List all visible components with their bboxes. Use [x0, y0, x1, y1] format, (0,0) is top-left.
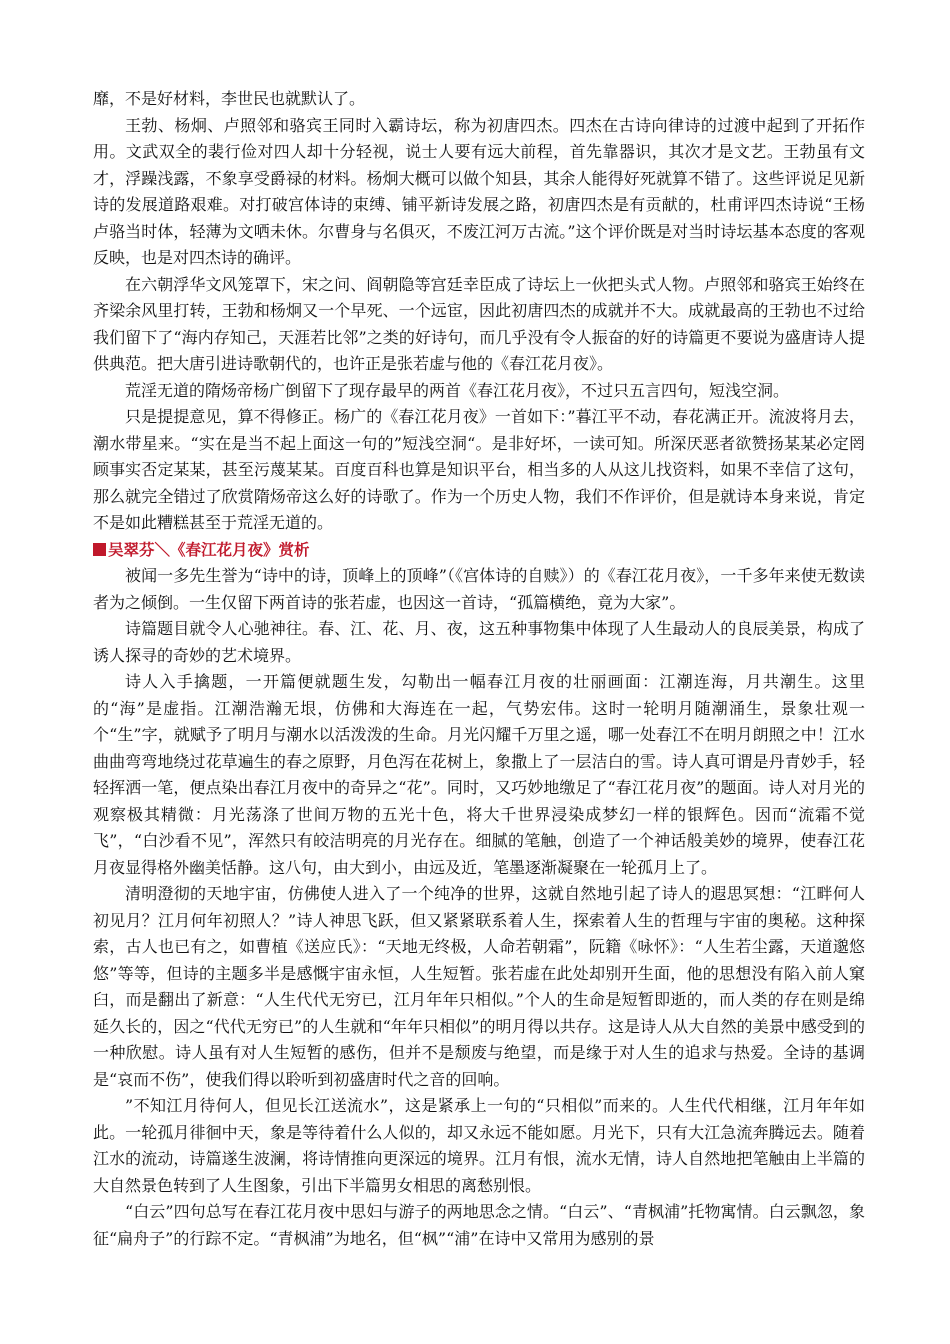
paragraph: 王勃、杨炯、卢照邻和骆宾王同时入霸诗坛，称为初唐四杰。四杰在古诗向律诗的过渡中起到了开拓作用。文武双全的裴行俭对四人却十分轻视，说士人要有远大前程，首先靠器识，其次才是文艺。王勃虽有文才，浮躁浅露，不象享受爵禄的材料。杨炯大概可以做个知县，其余人能得好死就算不错了。这些评说足见新诗的发展道路艰难。对打破宫体诗的束缚、铺平新诗发展之路，初唐四杰是有贡献的，杜甫评四杰诗说“王杨卢骆当时体，轻薄为文哂未休。尔曹身与名俱灭，不废江河万古流。”这个评价既是对当时诗坛基本态度的客观反映，也是对四杰诗的确评。: [93, 115, 865, 267]
paragraph: 在六朝浮华文风笼罩下，宋之问、阎朝隐等宫廷幸臣成了诗坛上一伙把头式人物。卢照邻和骆宾王始终在齐梁余风里打转，王勃和杨炯又一个早死、一个远宦，因此初唐四杰的成就并不大。成就最高的王勃也不过给我们留下了“海内存知己，天涯若比邻”之类的好诗句，而几乎没有令人振奋的好的诗篇更不要说为盛唐诗人提供典范。把大唐引进诗歌朝代的，也许正是张若虚与他的《春江花月夜》。: [93, 274, 865, 373]
paragraph: 荒淫无道的隋炀帝杨广倒留下了现存最早的两首《春江花月夜》，不过只五言四句，短浅空洞。: [125, 380, 790, 400]
paragraph: 被闻一多先生誉为“诗中的诗，顶峰上的顶峰”（《宫体诗的自赎》）的《春江花月夜》，一千多年来使无数读者为之倾倒。一生仅留下两首诗的张若虚，也因这一首诗，“孤篇横绝，竟为大家”。: [93, 566, 865, 612]
article-body: [93, 86, 865, 1252]
paragraph: 只是提提意见，算不得修正。杨广的《春江花月夜》一首如下：”暮江平不动，春花满正开。流波将月去，潮水带星来。“实在是当不起上面这一句的”短浅空洞“。是非好坏，一读可知。所深厌恶者欲赞扬某某必定罔顾事实否定某某，甚至污蔑某某。百度百科也算是知识平台，相当多的人从这儿找资料，如果不幸信了这句，那么就完全错过了欣赏隋炀帝这么好的诗歌了。作为一个历史人物，我们不作评价，但是就诗本身来说，肯定不是如此糟糕甚至于荒淫无道的。: [93, 407, 865, 532]
paragraph: 诗人入手擒题，一开篇便就题生发，勾勒出一幅春江月夜的壮丽画面：江潮连海，月共潮生。这里的“海”是虚指。江潮浩瀚无垠，仿佛和大海连在一起，气势宏伟。这时一轮明月随潮涌生，景象壮观一个“生”字，就赋予了明月与潮水以活泼泼的生命。月光闪耀千万里之遥，哪一处春江不在明月朗照之中！江水曲曲弯弯地绕过花草遍生的春之原野，月色泻在花树上，象撒上了一层洁白的雪。诗人真可谓是丹青妙手，轻轻挥洒一笔，便点染出春江月夜中的奇异之“花”。同时，又巧妙地缴足了“春江花月夜”的题面。诗人对月光的观察极其精微：月光荡涤了世间万物的五光十色，将大千世界浸染成梦幻一样的银辉色。因而“流霜不觉飞”，“白沙看不见”，浑然只有皎洁明亮的月光存在。细腻的笔触，创造了一个神话般美妙的境界，使春江花月夜显得格外幽美恬静。这八句，由大到小，由远及近，笔墨逐渐凝聚在一轮孤月上了。: [93, 672, 865, 877]
section-heading-text: 吴翠芬＼《春江花月夜》赏析: [108, 540, 310, 559]
section-heading: [93, 537, 865, 564]
paragraph: 清明澄彻的天地宇宙，仿佛使人进入了一个纯净的世界，这就自然地引起了诗人的遐思冥想：“江畔何人初见月？江月何年初照人？”诗人神思飞跃，但又紧紧联系着人生，探索着人生的哲理与宇宙的奥秘。这种探索，古人也已有之，如曹植《送应氏》：“天地无终极，人命若朝霜”，阮籍《咏怀》：“人生若尘露，天道邈悠悠”等等，但诗的主题多半是感慨宇宙永恒，人生短暂。张若虚在此处却别开生面，他的思想没有陷入前人窠臼，而是翻出了新意：“人生代代无穷已，江月年年只相似。”个人的生命是短暂即逝的，而人类的存在则是绵延久长的，因之“代代无穷已”的人生就和“年年只相似”的明月得以共存。这是诗人从大自然的美景中感受到的一种欣慰。诗人虽有对人生短暂的感伤，但并不是颓废与绝望，而是缘于对人生的追求与热爱。全诗的基调是“哀而不伤”，使我们得以聆听到初盛唐时代之音的回响。: [93, 884, 865, 1089]
square-bullet-icon: [93, 543, 106, 556]
paragraph: ”不知江月待何人，但见长江送流水”，这是紧承上一句的“只相似”而来的。人生代代相继，江月年年如此。一轮孤月徘徊中天，象是等待着什么人似的，却又永远不能如愿。月光下，只有大江急流奔腾远去。随着江水的流动，诗篇遂生波澜，将诗情推向更深远的境界。江月有恨，流水无情，诗人自然地把笔触由上半篇的大自然景色转到了人生图象，引出下半篇男女相思的离愁别恨。: [93, 1096, 865, 1195]
paragraph: 靡，不是好材料，李世民也就默认了。: [93, 89, 366, 108]
paragraph: “白云”四句总写在春江花月夜中思妇与游子的两地思念之情。“白云”、“青枫浦”托物寓情。白云飘忽，象征“扁舟子”的行踪不定。“青枫浦”为地名，但“枫”“浦”在诗中又常用为感别的景: [93, 1202, 865, 1248]
paragraph: 诗篇题目就令人心驰神往。春、江、花、月、夜，这五种事物集中体现了人生最动人的良辰美景，构成了诱人探寻的奇妙的艺术境界。: [93, 619, 865, 665]
